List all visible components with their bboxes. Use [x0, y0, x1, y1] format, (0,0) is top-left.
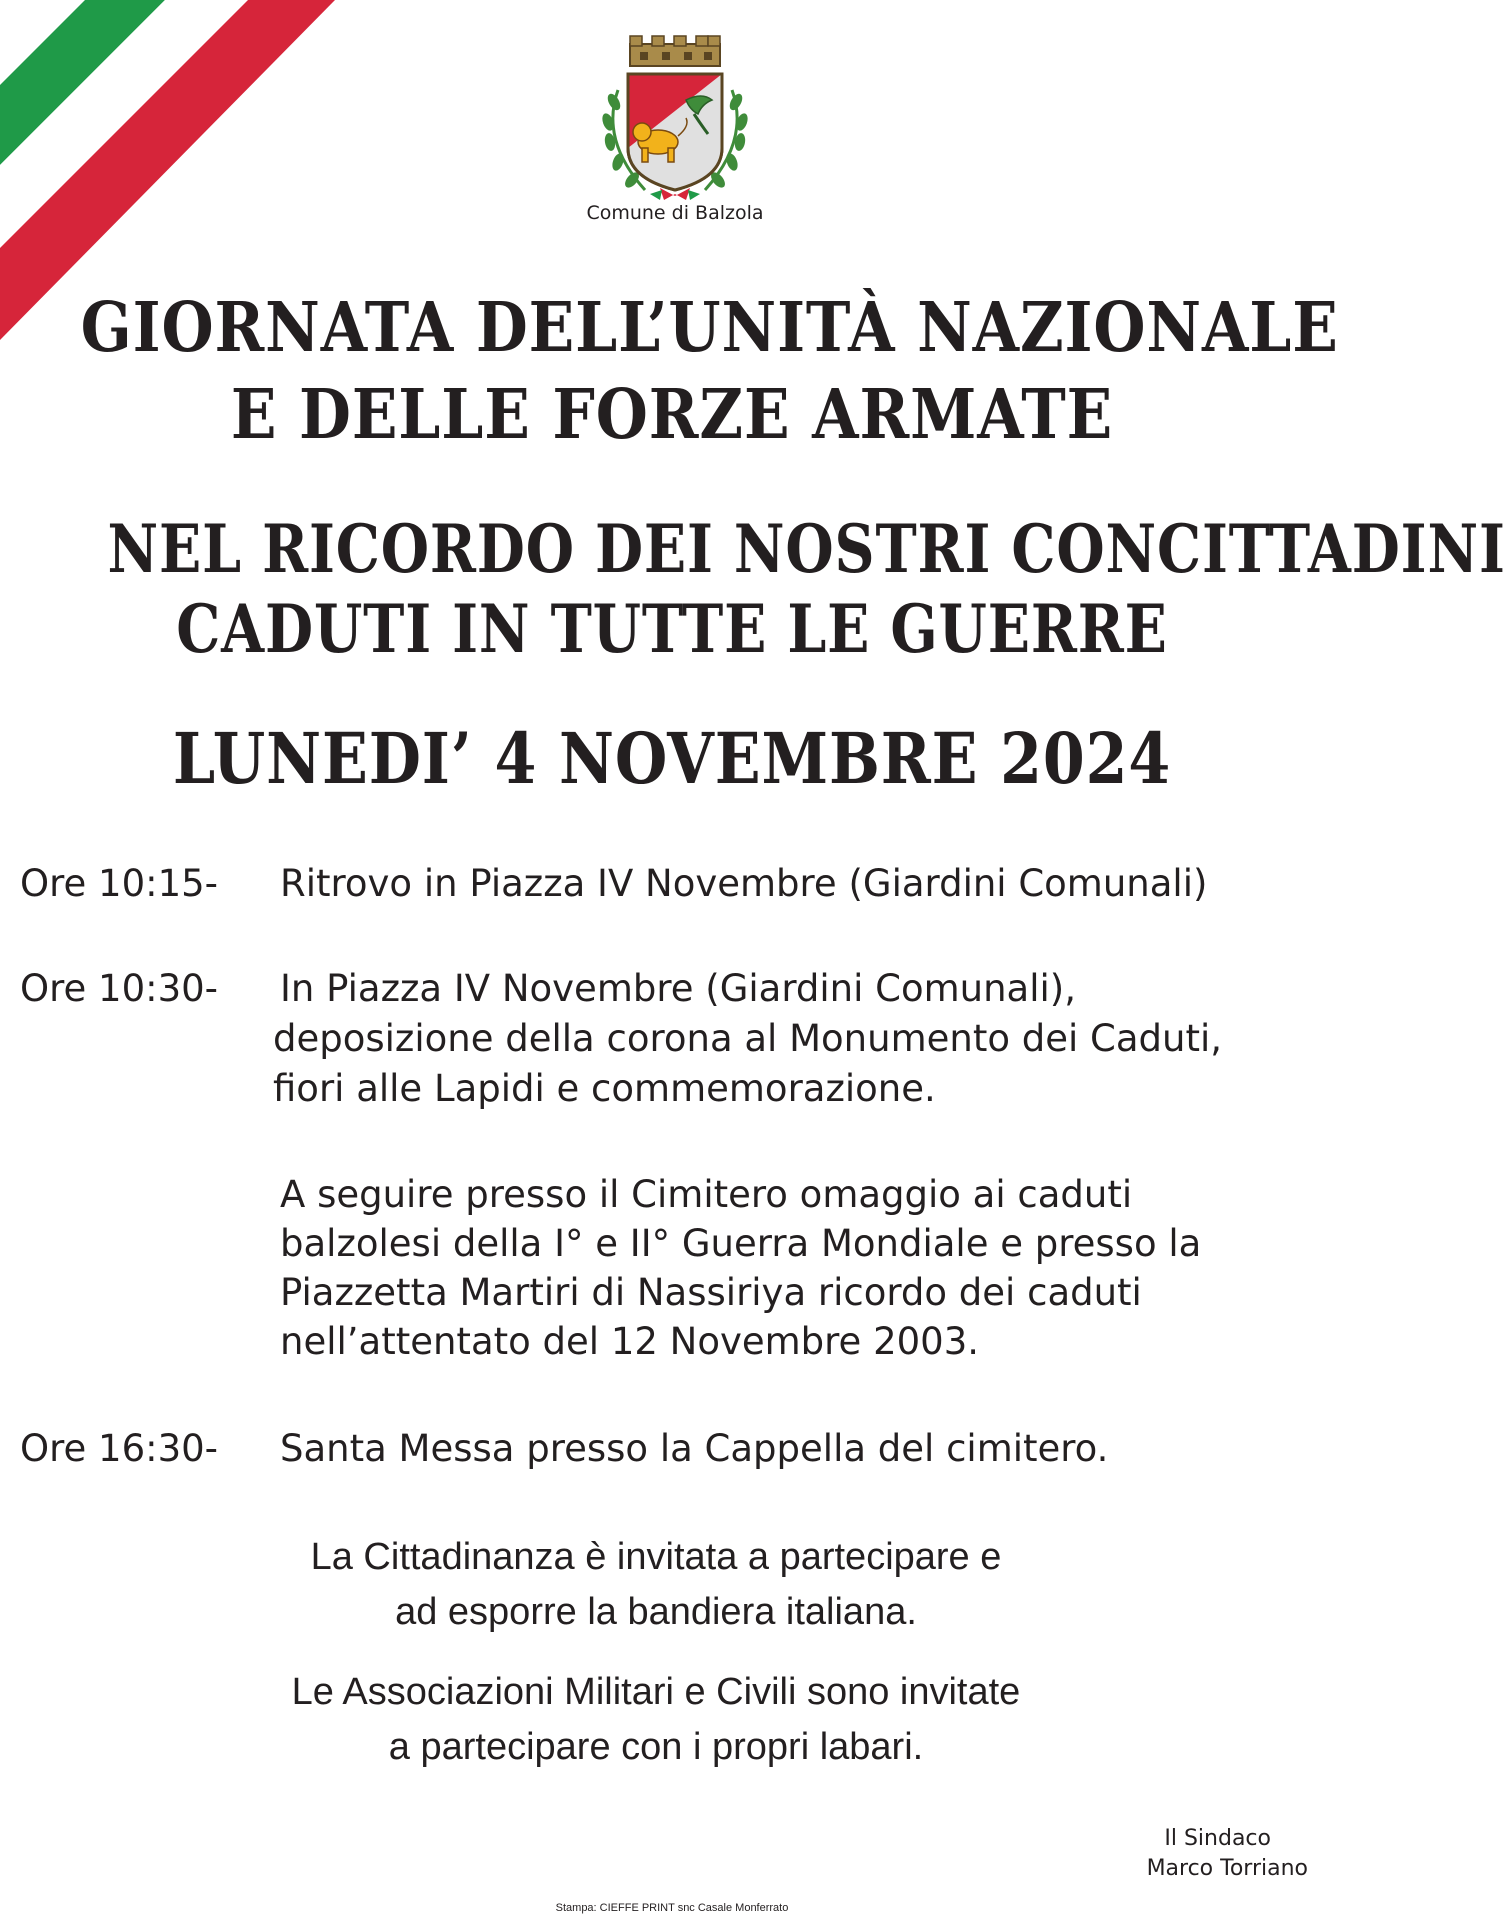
program-item	[20, 862, 1207, 905]
program-time: Ore 16:30-	[20, 1427, 219, 1470]
comune-name: Comune di Balzola	[586, 202, 764, 224]
program-time: Ore 10:15-	[20, 862, 219, 905]
program-text: balzolesi della I° e II° Guerra Mondiale e presso la	[280, 1222, 1202, 1265]
shield	[628, 74, 722, 190]
program-text: nell’attentato del 12 Novembre 2003.	[280, 1320, 980, 1363]
program-text: In Piazza IV Novembre (Giardini Comunali),	[280, 967, 1076, 1010]
program-item	[20, 967, 1076, 1010]
crown	[630, 36, 720, 66]
invitation-line: ad esporre la bandiera italiana.	[395, 1591, 917, 1633]
invitation-line: La Cittadinanza è invitata a partecipare e	[310, 1536, 1002, 1578]
event-date: LUNEDI’ 4 NOVEMBRE 2024	[172, 717, 1172, 800]
program-text: A seguire presso il Cimitero omaggio ai caduti	[280, 1173, 1133, 1216]
program-text: Santa Messa presso la Cappella del cimitero.	[280, 1427, 1109, 1470]
coat-of-arms-icon	[590, 30, 760, 205]
invitation-line: a partecipare con i propri labari.	[388, 1726, 924, 1768]
invitation-line: Le Associazioni Militari e Civili sono invitate	[291, 1671, 1021, 1713]
signature-role: Il Sindaco	[1164, 1826, 1271, 1851]
signature-name: Marco Torriano	[1146, 1856, 1308, 1881]
program-time: Ore 10:30-	[20, 967, 219, 1010]
title-line-1: GIORNATA DELL’UNITÀ NAZIONALE	[80, 288, 1339, 368]
subtitle-line-1: NEL RICORDO DEI NOSTRI CONCITTADINI	[107, 510, 1506, 588]
program-text: fiori alle Lapidi e commemorazione.	[273, 1067, 936, 1110]
program-text: Piazzetta Martiri di Nassiriya ricordo dei caduti	[280, 1271, 1142, 1314]
program-text: deposizione della corona al Monumento dei Caduti,	[273, 1017, 1223, 1060]
subtitle-line-2: CADUTI IN TUTTE LE GUERRE	[176, 590, 1168, 668]
program-text: Ritrovo in Piazza IV Novembre (Giardini Comunali)	[280, 862, 1208, 905]
title-line-2: E DELLE FORZE ARMATE	[230, 375, 1114, 455]
program-item	[20, 1427, 1108, 1470]
printer-credit: Stampa: CIEFFE PRINT snc Casale Monferrato	[555, 1902, 789, 1914]
